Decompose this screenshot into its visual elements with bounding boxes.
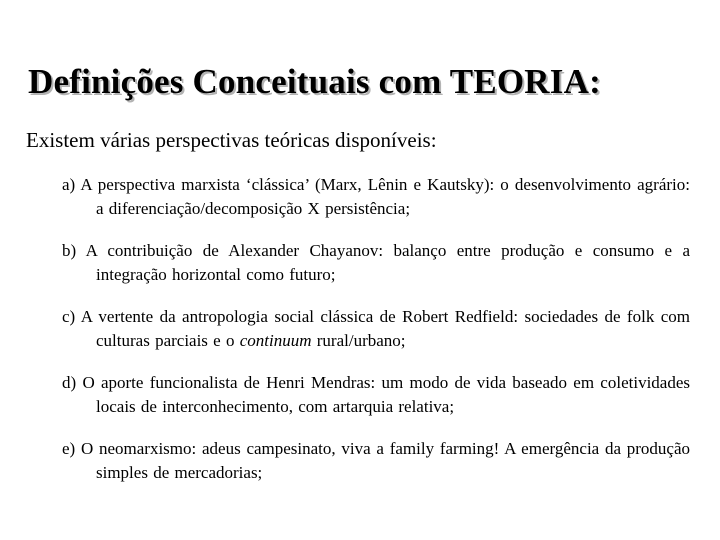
item-text-italic: continuum bbox=[239, 331, 312, 350]
item-text: A contribuição de Alexander Chayanov: balanço entre produção e consumo e a integração horizontal como futuro; bbox=[85, 241, 690, 284]
item-marker: e) bbox=[62, 439, 76, 458]
item-text: A perspectiva marxista ‘clássica’ (Marx, Lênin e Kautsky): o desenvolvimento agrário: a diferenciação/decomposição X persistência; bbox=[80, 175, 690, 218]
item-text: O neomarxismo: adeus campesinato, viva a family farming! A emergência da produção simples de mercadorias; bbox=[80, 439, 690, 482]
list-item-c bbox=[62, 305, 690, 353]
item-text-end: rural/urbano; bbox=[311, 331, 406, 350]
list-item-e bbox=[62, 437, 690, 485]
item-marker: b) bbox=[62, 241, 77, 260]
perspectives-list bbox=[62, 173, 690, 503]
item-marker: a) bbox=[62, 175, 76, 194]
item-text: O aporte funcionalista de Henri Mendras: um modo de vida baseado em coletividades locais de interconhecimento, com artarquia relativa; bbox=[82, 373, 690, 416]
item-text: A vertente da antropologia social clássica de Robert Redfield: sociedades de folk com culturas parciais e o bbox=[80, 307, 690, 350]
list-item-b bbox=[62, 239, 690, 287]
item-marker: d) bbox=[62, 373, 77, 392]
list-item-a bbox=[62, 173, 690, 221]
intro-text: Existem várias perspectivas teóricas disponíveis: bbox=[26, 128, 437, 152]
slide-title: Definições Conceituais com TEORIA: bbox=[28, 62, 601, 101]
list-item-d bbox=[62, 371, 690, 419]
item-marker: c) bbox=[62, 307, 76, 326]
